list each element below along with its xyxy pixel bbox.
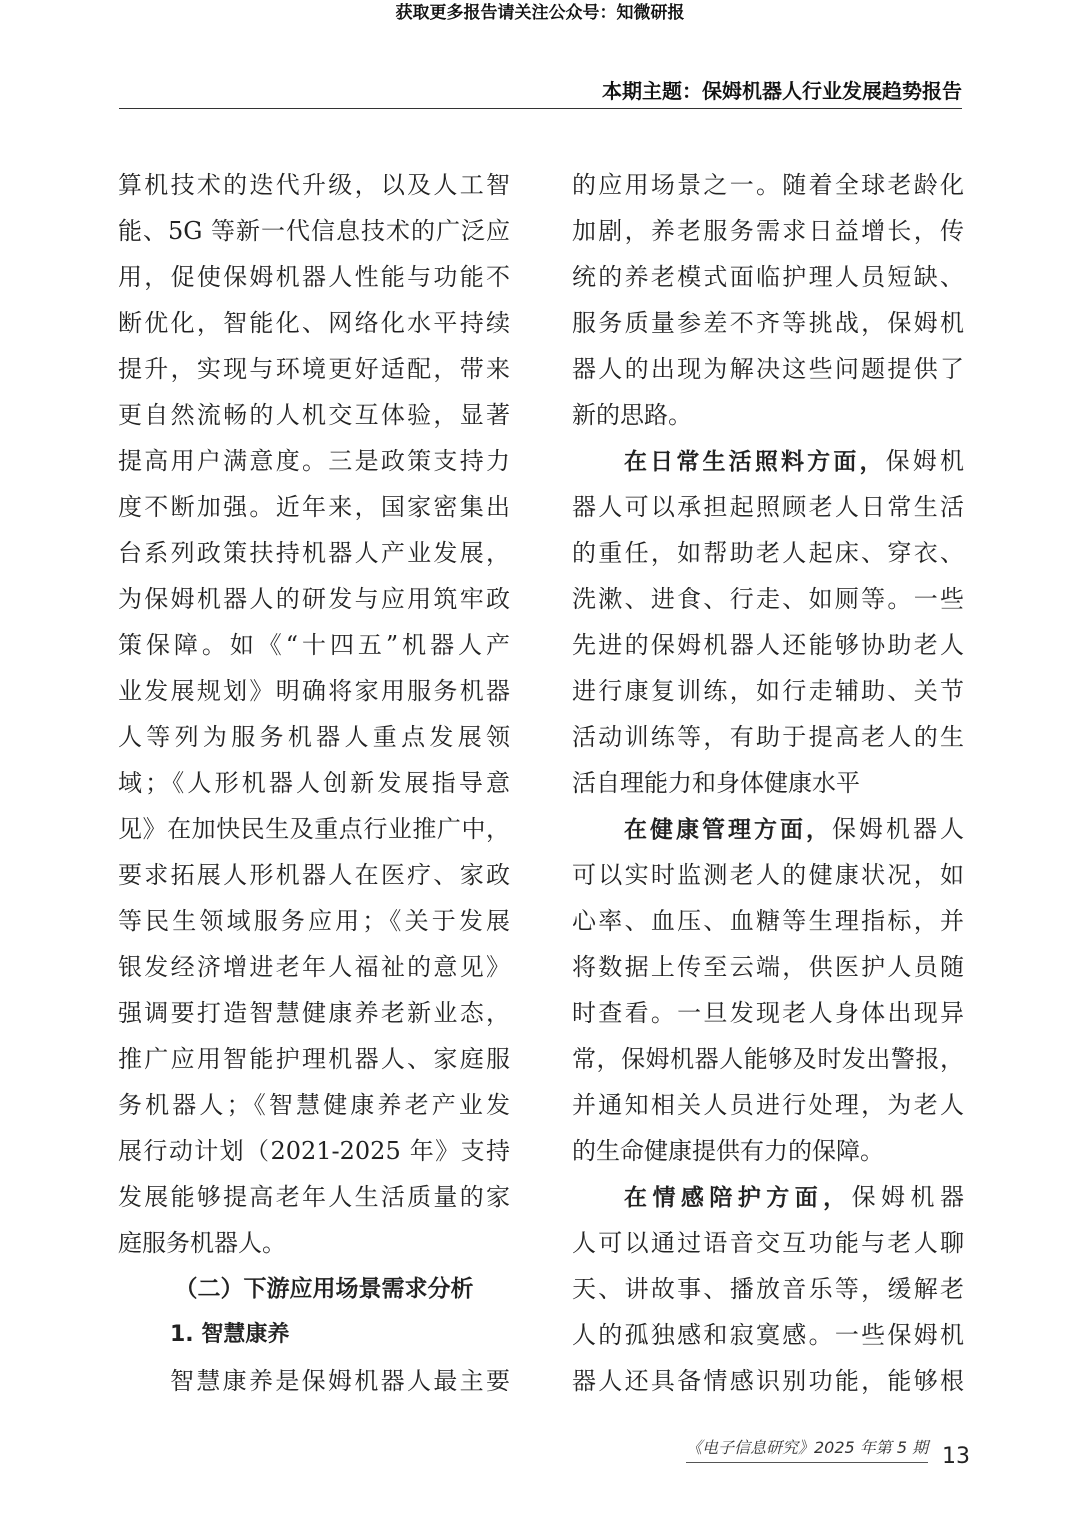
text-line: 提高用户满意度。三是政策支持力: [118, 447, 510, 475]
text-line: 先进的保姆机器人还能够协助老人: [572, 631, 964, 659]
lead-phrase: 在日常生活照料方面，: [624, 449, 886, 475]
right-column: [572, 162, 964, 1404]
subsection-heading: 1. 智慧康养: [170, 1322, 290, 1347]
text-line: 银发经济增进老年人福祉的意见》: [118, 953, 510, 981]
text-line: 可以实时监测老人的健康状况，如: [572, 861, 964, 889]
text-line: 统的养老模式面临护理人员短缺、: [572, 263, 964, 291]
text-line: 并通知相关人员进行处理，为老人: [572, 1091, 964, 1119]
text-line: 人的孤独感和寂寞感。一些保姆机: [572, 1321, 964, 1349]
text-line: 为保姆机器人的研发与应用筑牢政: [118, 585, 510, 613]
text-line: 推广应用智能护理机器人、家庭服: [118, 1045, 510, 1073]
text-line: 业发展规划》明确将家用服务机器: [118, 677, 510, 705]
text-line: 庭服务机器人。: [118, 1229, 286, 1257]
text-line: 务机器人；《智慧健康养老产业发: [118, 1091, 510, 1119]
lead-phrase: 在健康管理方面，: [624, 817, 832, 843]
text-line: 活动训练等，有助于提高老人的生: [572, 723, 964, 751]
text-line: 算机技术的迭代升级，以及人工智: [118, 171, 510, 199]
text-line: 域；《人形机器人创新发展指导意: [118, 769, 510, 797]
text-line: 度不断加强。近年来，国家密集出: [118, 493, 510, 521]
text-line: 器人的出现为解决这些问题提供了: [572, 355, 964, 383]
text-line: 能、5G 等新一代信息技术的广泛应: [118, 217, 510, 245]
text-line: 策保障。如《“十四五”机器人产: [118, 631, 510, 659]
text-line: 更自然流畅的人机交互体验，显著: [118, 401, 510, 429]
paragraph-lead-line: [572, 806, 964, 852]
text-line: 要求拓展人形机器人在医疗、家政: [118, 861, 510, 889]
text-line: 新的思路。: [572, 401, 692, 429]
text-line: 台系列政策扶持机器人产业发展，: [118, 539, 510, 567]
text-line: 展行动计划（2021-2025 年》支持: [118, 1137, 510, 1165]
paragraph-lead-line: [572, 1174, 964, 1220]
text-line: 见》在加快民生及重点行业推广中，: [118, 815, 510, 843]
header-rule: [119, 108, 962, 109]
lead-line-text: 保姆机器: [851, 1183, 964, 1211]
text-line: 等民生领域服务应用；《关于发展: [118, 907, 510, 935]
text-line: 断优化，智能化、网络化水平持续: [118, 309, 510, 337]
running-head: 本期主题：保姆机器人行业发展趋势报告: [602, 79, 962, 103]
lead-line-text: 保姆机器人: [832, 815, 964, 843]
text-line: 天、讲故事、播放音乐等，缓解老: [572, 1275, 964, 1303]
text-line: 心率、血压、血糖等生理指标，并: [572, 907, 964, 935]
text-line: 用，促使保姆机器人性能与功能不: [118, 263, 510, 291]
text-line: 人可以通过语音交互功能与老人聊: [572, 1229, 964, 1257]
paragraph-lead-line: [572, 438, 964, 484]
text-line: 人等列为服务机器人重点发展领: [118, 723, 510, 751]
text-line: 加剧，养老服务需求日益增长，传: [572, 217, 964, 245]
text-line: 的应用场景之一。随着全球老龄化: [572, 171, 964, 199]
text-line: 服务质量参差不齐等挑战，保姆机: [572, 309, 964, 337]
text-line: 的重任，如帮助老人起床、穿衣、: [572, 539, 964, 567]
left-column: [118, 162, 510, 1404]
text-line: 提升，实现与环境更好适配，带来: [118, 355, 510, 383]
journal-footer: 《电子信息研究》2025 年第 5 期: [686, 1437, 928, 1463]
text-line: 的生命健康提供有力的保障。: [572, 1137, 884, 1165]
page-number: 13: [942, 1444, 970, 1469]
top-banner: 获取更多报告请关注公众号：知微研报: [395, 3, 685, 23]
text-line: 器人还具备情感识别功能，能够根: [572, 1367, 964, 1395]
section-heading: （二）下游应用场景需求分析: [174, 1276, 474, 1302]
lead-line-text: 保姆机: [885, 447, 964, 475]
text-line: 将数据上传至云端，供医护人员随: [572, 953, 964, 981]
text-line: 洗漱、进食、行走、如厕等。一些: [572, 585, 964, 613]
text-line: 器人可以承担起照顾老人日常生活: [572, 493, 964, 521]
text-line: 常，保姆机器人能够及时发出警报，: [572, 1045, 964, 1073]
text-line: 时查看。一旦发现老人身体出现异: [572, 999, 964, 1027]
text-line: 发展能够提高老年人生活质量的家: [118, 1183, 510, 1211]
text-line: 强调要打造智慧健康养老新业态，: [118, 999, 510, 1027]
text-line: 进行康复训练，如行走辅助、关节: [572, 677, 964, 705]
text-line: 活自理能力和身体健康水平: [572, 769, 860, 797]
lead-phrase: 在情感陪护方面，: [624, 1185, 852, 1211]
text-line: 智慧康养是保姆机器人最主要: [170, 1367, 510, 1395]
